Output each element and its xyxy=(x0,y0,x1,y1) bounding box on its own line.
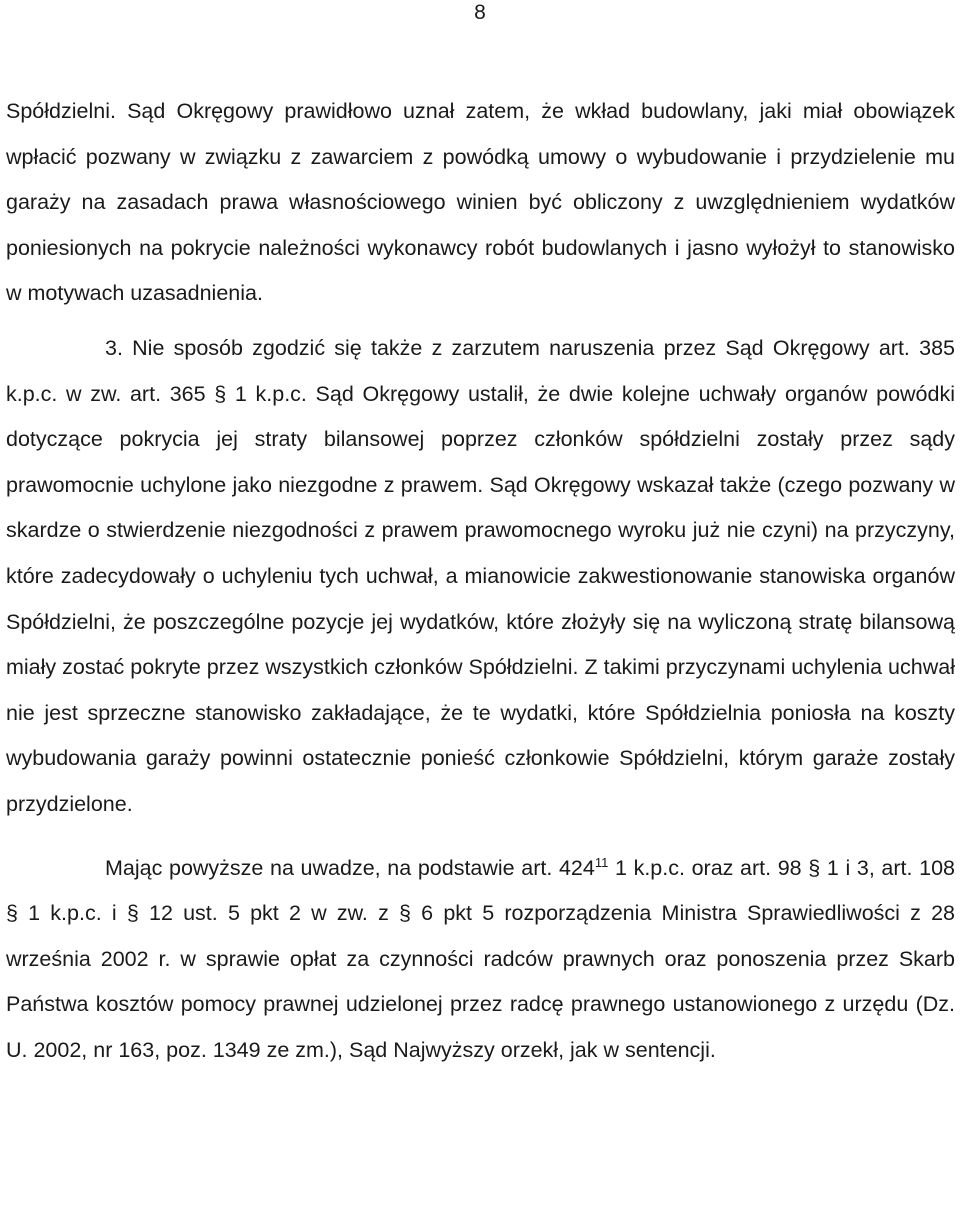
paragraph-continuation: Spółdzielni. Sąd Okręgowy prawidłowo uznał zatem, że wkład budowlany, jaki miał obowiązek wpłacić pozwany w związku z zawarciem z powódką umowy o wybudowanie i przydzielenie mu garaży na zasadach prawa własnościowego winien być obliczony z uwzględnieniem wydatków poniesionych na pokrycie należności wykonawcy robót budowlanych i jasno wyłożył to stanowisko w motywach uzasadnienia. xyxy=(6,99,955,306)
document-body xyxy=(6,89,955,1073)
paragraph-point-3: 3. Nie sposób zgodzić się także z zarzutem naruszenia przez Sąd Okręgowy art. 385 k.p.c. w zw. art. 365 § 1 k.p.c. Sąd Okręgowy ustalił, że dwie kolejne uchwały organów powódki dotyczące pokrycia jej straty bilansowej poprzez członków spółdzielni zostały przez sądy prawomocnie uchylone jako niezgodne z prawem. Sąd Okręgowy wskazał także (czego pozwany w skardze o stwierdzenie niezgodności z prawem prawomocnego wyroku już nie czyni) na przyczyny, które zadecydowały o uchyleniu tych uchwał, a mianowicie zakwestionowanie stanowiska organów Spółdzielni, że poszczególne pozycje jej wydatków, które złożyły się na wyliczoną stratę bilansową miały zostać pokryte przez wszystkich członków Spółdzielni. Z takimi przyczynami uchylenia uchwał nie jest sprzeczne stanowisko zakładające, że te wydatki, które Spółdzielnia poniosła na koszty wybudowania garaży powinni ostatecznie ponieść członkowie Spółdzielni, którym garaże zostały przydzielone. xyxy=(6,335,955,816)
article-superscript: 11 xyxy=(594,854,609,870)
paragraph-closing xyxy=(6,846,955,1074)
page-number: 8 xyxy=(474,1,486,24)
closing-text-end: 1 k.p.c. oraz art. 98 § 1 i 3, art. 108 § 1 k.p.c. i § 12 ust. 5 pkt 2 w zw. z § 6 pkt 5 rozporządzenia Ministra Sprawiedliwości z 28 września 2002 r. w sprawie opłat za czynności radców prawnych oraz ponoszenia przez Skarb Państwa kosztów pomocy prawnej udzielonej przez radcę prawnego ustanowionego z urzędu (Dz. U. 2002, nr 163, poz. 1349 ze zm.), Sąd Najwyższy orzekł, jak w sentencji. xyxy=(6,855,955,1062)
closing-text-start: Mając powyższe na uwadze, na podstawie art. 424 xyxy=(105,855,595,880)
